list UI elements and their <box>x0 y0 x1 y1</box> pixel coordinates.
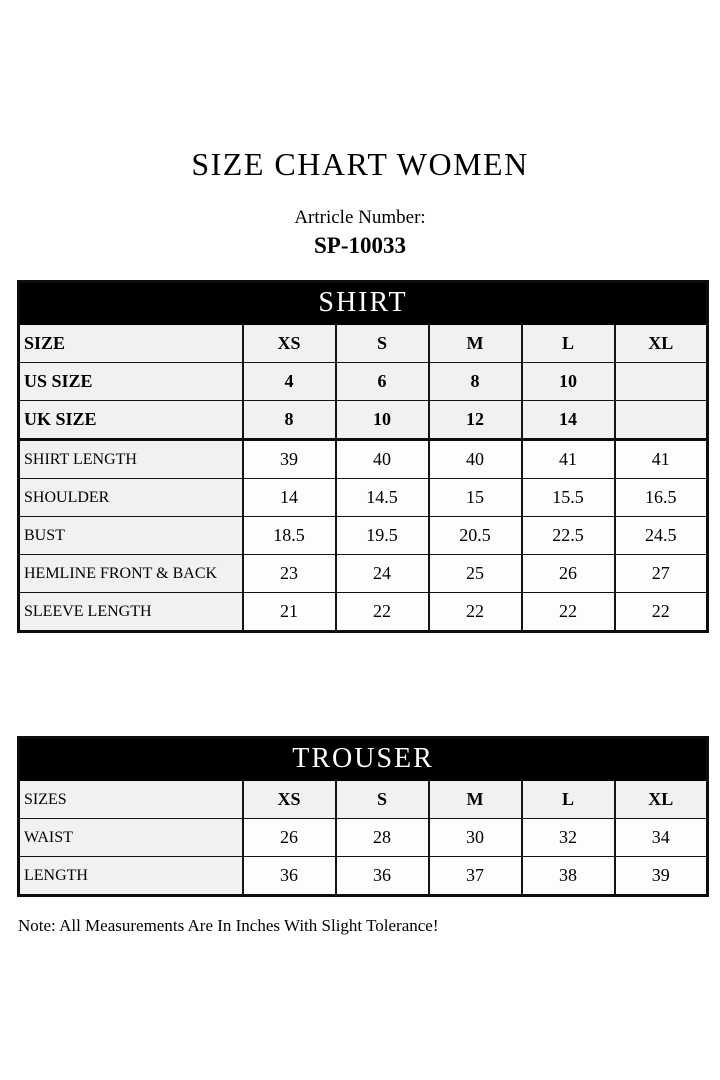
value-cell: 40 <box>336 440 429 479</box>
value-cell: XL <box>615 324 708 363</box>
table-row <box>19 440 708 479</box>
value-cell: 6 <box>336 363 429 401</box>
table-row <box>19 363 708 401</box>
value-cell: 15 <box>429 479 522 517</box>
value-cell: 34 <box>615 819 708 857</box>
value-cell: 23 <box>243 555 336 593</box>
value-cell: 24 <box>336 555 429 593</box>
value-cell: 14 <box>522 401 615 440</box>
value-cell: 24.5 <box>615 517 708 555</box>
value-cell: 22 <box>429 593 522 632</box>
value-cell: XS <box>243 780 336 819</box>
value-cell: L <box>522 780 615 819</box>
value-cell: 22 <box>522 593 615 632</box>
row-label: SHIRT LENGTH <box>19 440 243 479</box>
table-row <box>19 479 708 517</box>
table-row <box>19 857 708 896</box>
table-row <box>19 401 708 440</box>
shirt-size-table <box>17 280 709 633</box>
article-number-label: Artricle Number: <box>294 207 426 228</box>
value-cell: M <box>429 780 522 819</box>
value-cell: 39 <box>243 440 336 479</box>
value-cell: XL <box>615 780 708 819</box>
value-cell: 15.5 <box>522 479 615 517</box>
table-row <box>19 324 708 363</box>
row-label: WAIST <box>19 819 243 857</box>
trouser-table-body <box>19 780 708 896</box>
row-label: LENGTH <box>19 857 243 896</box>
value-cell: 18.5 <box>243 517 336 555</box>
value-cell: 32 <box>522 819 615 857</box>
measurement-note: Note: All Measurements Are In Inches With Slight Tolerance! <box>18 916 439 935</box>
table-row <box>19 819 708 857</box>
row-label: SHOULDER <box>19 479 243 517</box>
value-cell: 8 <box>429 363 522 401</box>
table-row <box>19 517 708 555</box>
value-cell <box>615 363 708 401</box>
value-cell: XS <box>243 324 336 363</box>
value-cell: 36 <box>336 857 429 896</box>
row-label: SIZES <box>19 780 243 819</box>
value-cell: 41 <box>522 440 615 479</box>
value-cell: 19.5 <box>336 517 429 555</box>
value-cell: 41 <box>615 440 708 479</box>
value-cell: 14 <box>243 479 336 517</box>
trouser-table-title: TROUSER <box>19 738 708 781</box>
table-row <box>19 593 708 632</box>
shirt-table-header-row <box>19 282 708 325</box>
value-cell <box>615 401 708 440</box>
shirt-table-body <box>19 324 708 632</box>
row-label: US SIZE <box>19 363 243 401</box>
value-cell: 28 <box>336 819 429 857</box>
value-cell: 27 <box>615 555 708 593</box>
value-cell: 8 <box>243 401 336 440</box>
article-number-value: SP-10033 <box>314 233 406 258</box>
trouser-size-table <box>17 736 709 897</box>
trouser-table-header-row <box>19 738 708 781</box>
value-cell: L <box>522 324 615 363</box>
row-label: SIZE <box>19 324 243 363</box>
value-cell: 22 <box>615 593 708 632</box>
value-cell: 20.5 <box>429 517 522 555</box>
value-cell: 10 <box>522 363 615 401</box>
value-cell: 39 <box>615 857 708 896</box>
value-cell: 4 <box>243 363 336 401</box>
row-label: BUST <box>19 517 243 555</box>
value-cell: 26 <box>243 819 336 857</box>
value-cell: 10 <box>336 401 429 440</box>
shirt-table-title: SHIRT <box>19 282 708 325</box>
row-label: UK SIZE <box>19 401 243 440</box>
value-cell: S <box>336 324 429 363</box>
value-cell: 16.5 <box>615 479 708 517</box>
table-row <box>19 780 708 819</box>
value-cell: 38 <box>522 857 615 896</box>
value-cell: 12 <box>429 401 522 440</box>
value-cell: 30 <box>429 819 522 857</box>
value-cell: 22 <box>336 593 429 632</box>
value-cell: S <box>336 780 429 819</box>
value-cell: 40 <box>429 440 522 479</box>
row-label: SLEEVE LENGTH <box>19 593 243 632</box>
value-cell: 14.5 <box>336 479 429 517</box>
table-row <box>19 555 708 593</box>
value-cell: 26 <box>522 555 615 593</box>
value-cell: 22.5 <box>522 517 615 555</box>
value-cell: 21 <box>243 593 336 632</box>
page-title: SIZE CHART WOMEN <box>191 146 529 182</box>
row-label: HEMLINE FRONT & BACK <box>19 555 243 593</box>
value-cell: M <box>429 324 522 363</box>
value-cell: 37 <box>429 857 522 896</box>
value-cell: 36 <box>243 857 336 896</box>
value-cell: 25 <box>429 555 522 593</box>
